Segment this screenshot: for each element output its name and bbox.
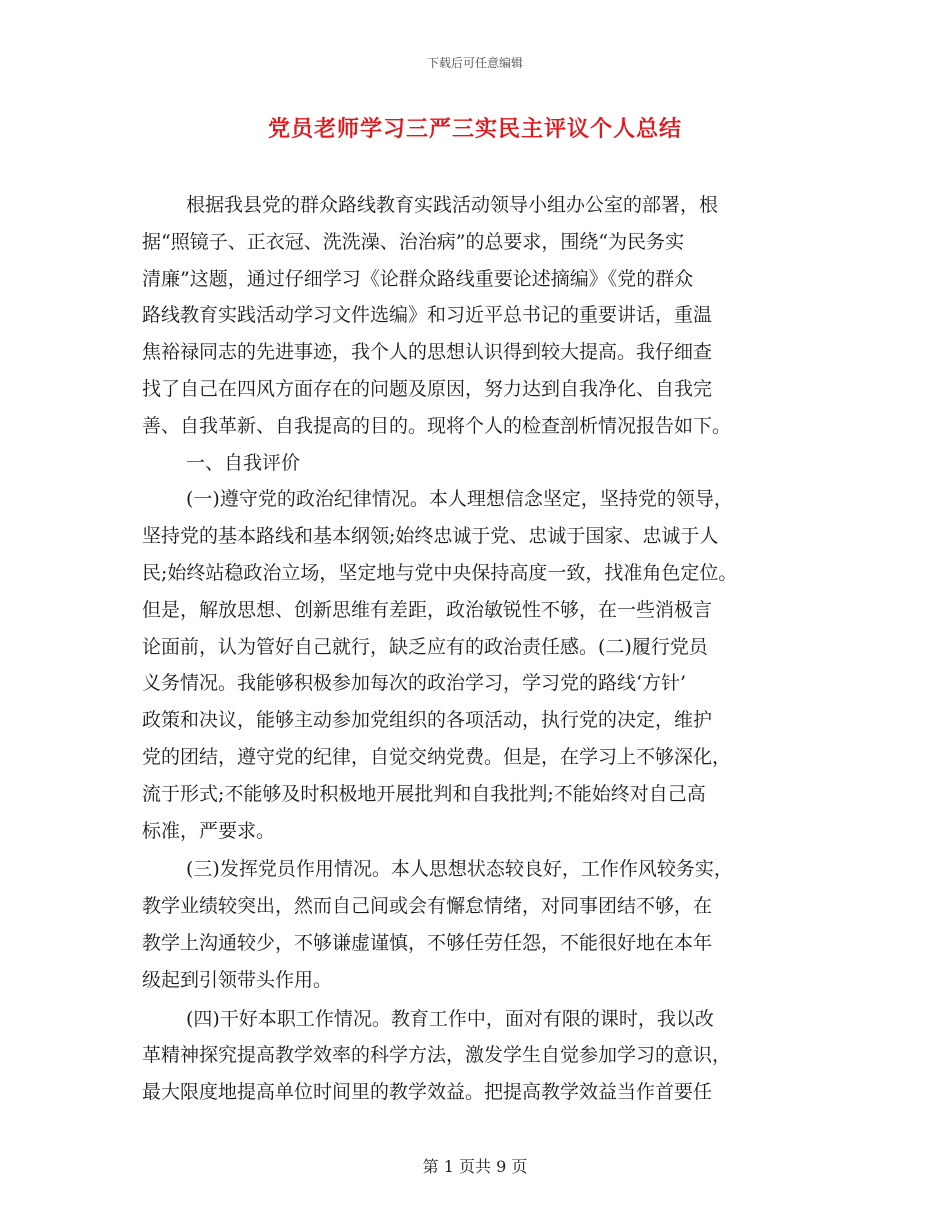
section-heading: 一、自我评价 [186, 451, 301, 474]
paragraph-line: (四)干好本职工作情况。教育工作中，面对有限的课时，我以改 [186, 1007, 714, 1030]
paragraph-line: 政策和决议，能够主动参加党组织的各项活动，执行党的决定，维护 [142, 709, 713, 732]
paragraph-line: 流于形式;不能够及时积极地开展批判和自我批判;不能始终对自己高 [142, 782, 706, 805]
page-footer: 第 1 页共 9 页 [422, 1157, 528, 1176]
document-title: 党员老师学习三严三实民主评议个人总结 [267, 116, 682, 142]
paragraph-line: 标准，严要求。 [142, 819, 276, 842]
document-body [142, 187, 812, 1111]
paragraph-line: 找了自己在四风方面存在的问题及原因，努力达到自我净化、自我完 [142, 377, 713, 400]
paragraph-line: 义务情况。我能够积极参加每次的政治学习，学习党的路线‘方针’ [142, 672, 687, 695]
paragraph-line: 党的团结，遵守党的纪律，自觉交纳党费。但是，在学习上不够深化， [142, 745, 732, 768]
paragraph-line: 路线教育实践活动学习文件选编》和习近平总书记的重要讲话，重温 [142, 304, 713, 327]
paragraph-line: 善、自我革新、自我提高的目的。现将个人的检查剖析情况报告如下。 [142, 414, 732, 437]
paragraph-line: (三)发挥党员作用情况。本人思想状态较良好，工作作风较务实， [186, 858, 733, 881]
paragraph-line: 坚持党的基本路线和基本纲领;始终忠诚于党、忠诚于国家、忠诚于人 [142, 525, 719, 548]
paragraph-line: 焦裕禄同志的先进事迹，我个人的思想认识得到较大提高。我仔细查 [142, 341, 713, 364]
paragraph-line: 民;始终站稳政治立场，坚定地与党中央保持高度一致，找准角色定位。 [142, 561, 738, 584]
paragraph-line: 最大限度地提高单位时间里的教学效益。把提高教学效益当作首要任 [142, 1081, 713, 1104]
paragraph-line: 论面前，认为管好自己就行，缺乏应有的政治责任感。(二)履行党员 [142, 635, 708, 658]
paragraph-line: 根据我县党的群众路线教育实践活动领导小组办公室的部署，根 [186, 194, 719, 216]
page-header: 下载后可任意编辑 [426, 56, 523, 70]
paragraph-line: 革精神探究提高教学效率的科学方法，激发学生自觉参加学习的意识， [142, 1044, 732, 1067]
paragraph-line: 级起到引领带头作用。 [142, 968, 333, 991]
paragraph-line: 据“照镜子、正衣冠、洗洗澡、治治病”的总要求，围绕“为民务实 [142, 230, 685, 253]
paragraph-line: (一)遵守党的政治纪律情况。本人理想信念坚定，坚持党的领导， [186, 488, 733, 511]
paragraph-line: 教学业绩较突出，然而自己间或会有懈怠情绪，对同事团结不够，在 [142, 895, 713, 918]
paragraph-line: 但是，解放思想、创新思维有差距，政治敏锐性不够，在一些消极言 [142, 598, 713, 621]
paragraph-line: 教学上沟通较少，不够谦虚谨慎，不够任劳任怨，不能很好地在本年 [142, 931, 713, 954]
paragraph-line: 清廉”这题，通过仔细学习《论群众路线重要论述摘编》《党的群众 [142, 267, 694, 290]
